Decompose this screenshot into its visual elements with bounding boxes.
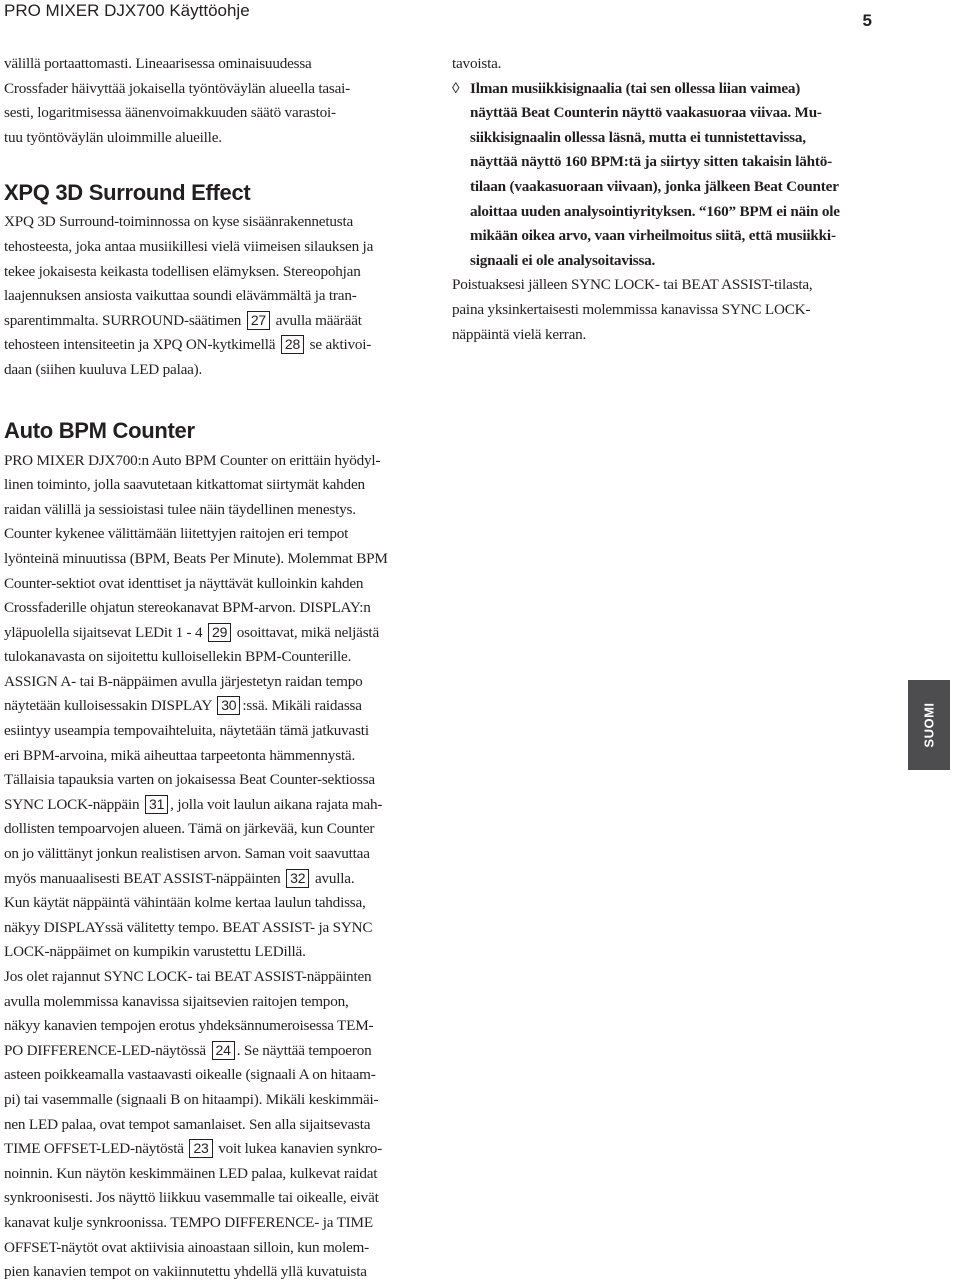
body-line: paina yksinkertaisesti molemmissa kanavissa SYNC LOCK- xyxy=(452,300,811,318)
body-line: Tällaisia tapauksia varten on jokaisessa Beat Counter-sektiossa xyxy=(4,771,375,789)
body-line: Crossfader häivyttää jokaisella työntöväylän alueella tasai- xyxy=(4,79,351,97)
note-line: siikkisignaalin ollessa läsnä, mutta ei tunnistettavissa, xyxy=(470,128,806,146)
body-line: tavoista. xyxy=(452,55,502,72)
body-line: välillä portaattomasti. Lineaarisessa ominaisuudessa xyxy=(4,55,312,72)
body-line: tekee jokaisesta keikasta todellisen elämyksen. Stereopohjan xyxy=(4,262,361,280)
text-fragment: . Se näyttää tempoeron xyxy=(236,1041,372,1059)
text-fragment: se aktivoi- xyxy=(306,336,372,354)
body-line: avulla molemmissa kanavissa sijaitsevien raitojen tempon, xyxy=(4,992,349,1010)
body-line xyxy=(4,333,426,358)
reference-number-box: 31 xyxy=(145,795,168,814)
body-line: Jos olet rajannut SYNC LOCK- tai BEAT ASSIST-näppäinten xyxy=(4,968,372,985)
body-line xyxy=(4,867,426,892)
body-line: nen LED palaa, ovat tempot samanlaiset. Sen alla sijaitsevasta xyxy=(4,1115,371,1133)
text-fragment: avulla määräät xyxy=(272,311,362,329)
note-line xyxy=(452,77,872,102)
body-line: dollisten tempoarvojen alueen. Tämä on järkevää, kun Counter xyxy=(4,820,375,838)
body-line: noinnin. Kun näytön keskimmäinen LED palaa, kulkevat raidat xyxy=(4,1164,378,1182)
body-line: synkroonisesti. Jos näyttö liikkuu vasemmalle tai oikealle, eivät xyxy=(4,1189,379,1207)
right-column xyxy=(452,52,872,347)
text-fragment: sparentimmalta. SURROUND-säätimen xyxy=(4,311,245,329)
reference-number-box: 30 xyxy=(217,696,240,715)
note-line: mikään oikea arvo, vaan virheilmoitus siitä, että musiikki- xyxy=(470,227,836,245)
text-fragment: osoittavat, mikä neljästä xyxy=(233,623,379,641)
text-fragment: avulla. xyxy=(311,869,355,887)
note-line: aloittaa uuden analysointiyrityksen. “160” BPM ei näin ole xyxy=(470,202,840,220)
text-fragment: TIME OFFSET-LED-näytöstä xyxy=(4,1140,188,1158)
reference-number-box: 24 xyxy=(212,1041,235,1060)
body-line: lyönteinä minuutissa (BPM, Beats Per Minute). Molemmat BPM xyxy=(4,549,388,567)
body-line: Counter kykenee välittämään liitettyjen raitojen eri tempot xyxy=(4,525,349,543)
body-line: linen toiminto, jolla saavutetaan kitkattomat siirtymät kahden xyxy=(4,476,365,494)
text-fragment: voit lukea kanavien synkro- xyxy=(214,1140,382,1158)
text-fragment: , jolla voit laulun aikana rajata mah- xyxy=(170,795,383,813)
reference-number-box: 23 xyxy=(189,1139,212,1158)
reference-number-box: 29 xyxy=(208,623,231,642)
language-side-tab xyxy=(908,680,950,770)
body-line xyxy=(4,1137,426,1162)
body-line: raidan välillä ja sessioistasi tulee näin täydellinen menestys. xyxy=(4,500,356,518)
text-fragment: PO DIFFERENCE-LED-näytössä xyxy=(4,1041,210,1059)
body-line: sesti, logaritmisessa äänenvoimakkuuden säätö varastoi- xyxy=(4,104,336,122)
body-line: OFFSET-näytöt ovat aktiivisia ainoastaan silloin, kun molem- xyxy=(4,1238,369,1256)
text-fragment: myös manuaalisesti BEAT ASSIST-näppäinten xyxy=(4,869,285,887)
body-line: kanavat kulje synkroonissa. TEMPO DIFFERENCE- ja TIME xyxy=(4,1213,373,1231)
text-fragment: :ssä. Mikäli raidassa xyxy=(242,697,362,715)
side-tab-label: SUOMI xyxy=(921,702,937,748)
section-heading-xpq: XPQ 3D Surround Effect xyxy=(4,180,251,206)
text-fragment: yläpuolella sijaitsevat LEDit 1 - 4 xyxy=(4,623,206,641)
note-line: signaali ei ole analysoitavissa. xyxy=(470,251,656,269)
body-line xyxy=(4,694,426,719)
body-line: näkyy DISPLAYssä välitetty tempo. BEAT ASSIST- ja SYNC xyxy=(4,918,373,936)
body-line xyxy=(4,309,426,334)
body-line: ASSIGN A- tai B-näppäimen avulla järjestetyn raidan tempo xyxy=(4,672,363,690)
body-line: laajennuksen ansiosta vaikuttaa soundi elävämmältä ja tran- xyxy=(4,287,357,305)
body-line: Poistuaksesi jälleen SYNC LOCK- tai BEAT ASSIST-tilasta, xyxy=(452,276,813,294)
body-line: asteen poikkeamalla vastaavasti oikealle (signaali A on hitaam- xyxy=(4,1066,376,1084)
body-line: XPQ 3D Surround-toiminnossa on kyse sisäänrakennetusta xyxy=(4,213,354,231)
text-fragment: näytetään kulloisessakin DISPLAY xyxy=(4,697,216,715)
text-fragment: SYNC LOCK-näppäin xyxy=(4,795,143,813)
body-line: eri BPM-arvoina, mikä aiheuttaa tarpeetonta hämmennystä. xyxy=(4,746,356,764)
body-line: Kun käytät näppäintä vähintään kolme kertaa laulun tahdissa, xyxy=(4,894,366,912)
header-title: PRO MIXER DJX700 Käyttöohje xyxy=(4,1,250,20)
body-line: näppäintä vielä kerran. xyxy=(452,325,587,343)
body-line: tuu työntöväylän uloimmille alueille. xyxy=(4,128,222,146)
body-line: on jo välittänyt jonkun realistisen arvon. Saman voit saavuttaa xyxy=(4,845,370,863)
left-column xyxy=(4,52,426,1285)
page-number: 5 xyxy=(862,11,872,30)
body-line: näkyy kanavien tempojen erotus yhdeksännumeroisessa TEM- xyxy=(4,1017,374,1035)
reference-number-box: 27 xyxy=(247,311,270,330)
body-line: LOCK-näppäimet on kumpikin varustettu LEDillä. xyxy=(4,943,306,961)
body-line: Crossfaderille ohjatun stereokanavat BPM-arvon. DISPLAY:n xyxy=(4,599,371,617)
text-fragment: Ilman musiikkisignaalia (tai sen ollessa liian vaimea) xyxy=(470,79,801,97)
diamond-bullet-icon: ◊ xyxy=(452,79,460,97)
reference-number-box: 32 xyxy=(286,869,309,888)
body-line: esiintyy useampia tempovaihteluita, näytetään tämä jatkuvasti xyxy=(4,722,369,740)
body-line xyxy=(4,793,426,818)
body-line: daan (siihen kuuluva LED palaa). xyxy=(4,360,203,378)
note-line: näyttää Beat Counterin näyttö vaakasuoraa viivaa. Mu- xyxy=(470,104,822,122)
body-line: pi) tai vasemmalle (signaali B on hitaampi). Mikäli keskimmäi- xyxy=(4,1090,379,1108)
body-line xyxy=(4,621,426,646)
body-line: tehosteesta, joka antaa musiikillesi vielä viimeisen silauksen ja xyxy=(4,237,374,255)
body-line: pien kanavien tempot on vakiinnutettu yhdellä yllä kuvatuista xyxy=(4,1263,367,1281)
body-line xyxy=(4,1039,426,1064)
note-line: tilaan (vaakasuoraan viivaan), jonka jälkeen Beat Counter xyxy=(470,177,839,195)
reference-number-box: 28 xyxy=(281,335,304,354)
body-line: tulokanavasta on sijoitettu kulloisellekin BPM-Counterille. xyxy=(4,648,352,666)
body-line: PRO MIXER DJX700:n Auto BPM Counter on erittäin hyödyl- xyxy=(4,451,381,469)
body-line: Counter-sektiot ovat identtiset ja näyttävät kulloinkin kahden xyxy=(4,574,364,592)
section-heading-bpm: Auto BPM Counter xyxy=(4,417,195,443)
note-line: näyttää näyttö 160 BPM:tä ja siirtyy sitten takaisin lähtö- xyxy=(470,153,832,171)
text-fragment: tehosteen intensiteetin ja XPQ ON-kytkimellä xyxy=(4,336,279,354)
